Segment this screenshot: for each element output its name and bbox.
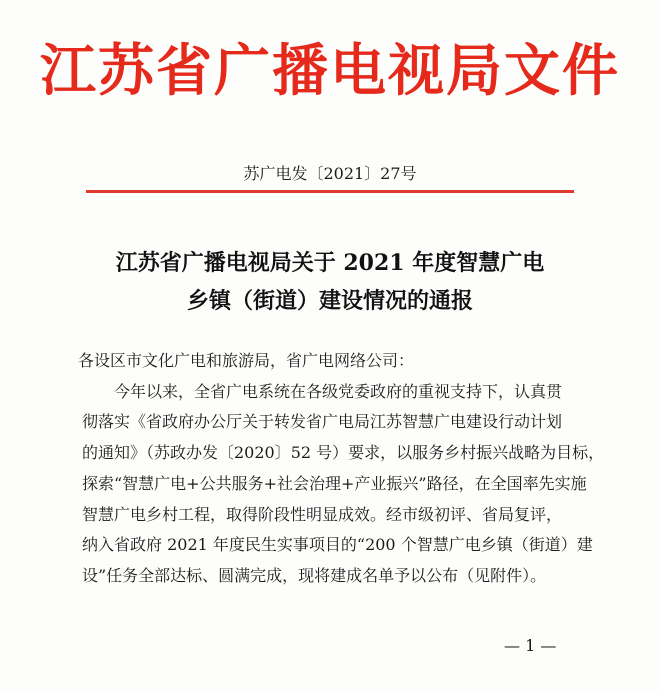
- paragraph-line: 设”任务全部达标、圆满完成，现将建成名单予以公布（见附件）。: [82, 565, 547, 585]
- paragraph-line: 纳入省政府 2021 年度民生实事项目的“200 个智慧广电乡镇（街道）建: [82, 535, 593, 555]
- paragraph-line: 彻落实《省政府办公厅关于转发省广电局江苏智慧广电建设行动计划: [82, 412, 563, 432]
- document-body: [78, 346, 605, 592]
- issuer-banner: 江苏省广播电视局文件: [40, 38, 620, 104]
- title-line-2: 乡镇（街道）建设情况的通报: [186, 288, 473, 314]
- paragraph-line: 的通知》（苏政办发〔2020〕52 号）要求，以服务乡村振兴战略为目标，: [82, 443, 605, 463]
- document-title: [0, 244, 660, 320]
- red-divider-rule: [86, 190, 574, 193]
- paragraph-line: 今年以来，全省广电系统在各级党委政府的重视支持下，认真贯: [114, 381, 563, 401]
- page-number: — 1 —: [504, 636, 557, 655]
- paragraph-line: 探索“智慧广电+公共服务+社会治理+产业振兴”路径，在全国率先实施: [82, 473, 587, 493]
- title-line-1: 江苏省广播电视局关于 2021 年度智慧广电: [115, 250, 545, 276]
- salutation: 各设区市文化广电和旅游局，省广电网络公司：: [78, 351, 415, 370]
- document-number: 苏广电发〔2021〕27号: [243, 164, 417, 183]
- paragraph-line: 智慧广电乡村工程，取得阶段性明显成效。经市级初评、省局复评，: [82, 504, 563, 524]
